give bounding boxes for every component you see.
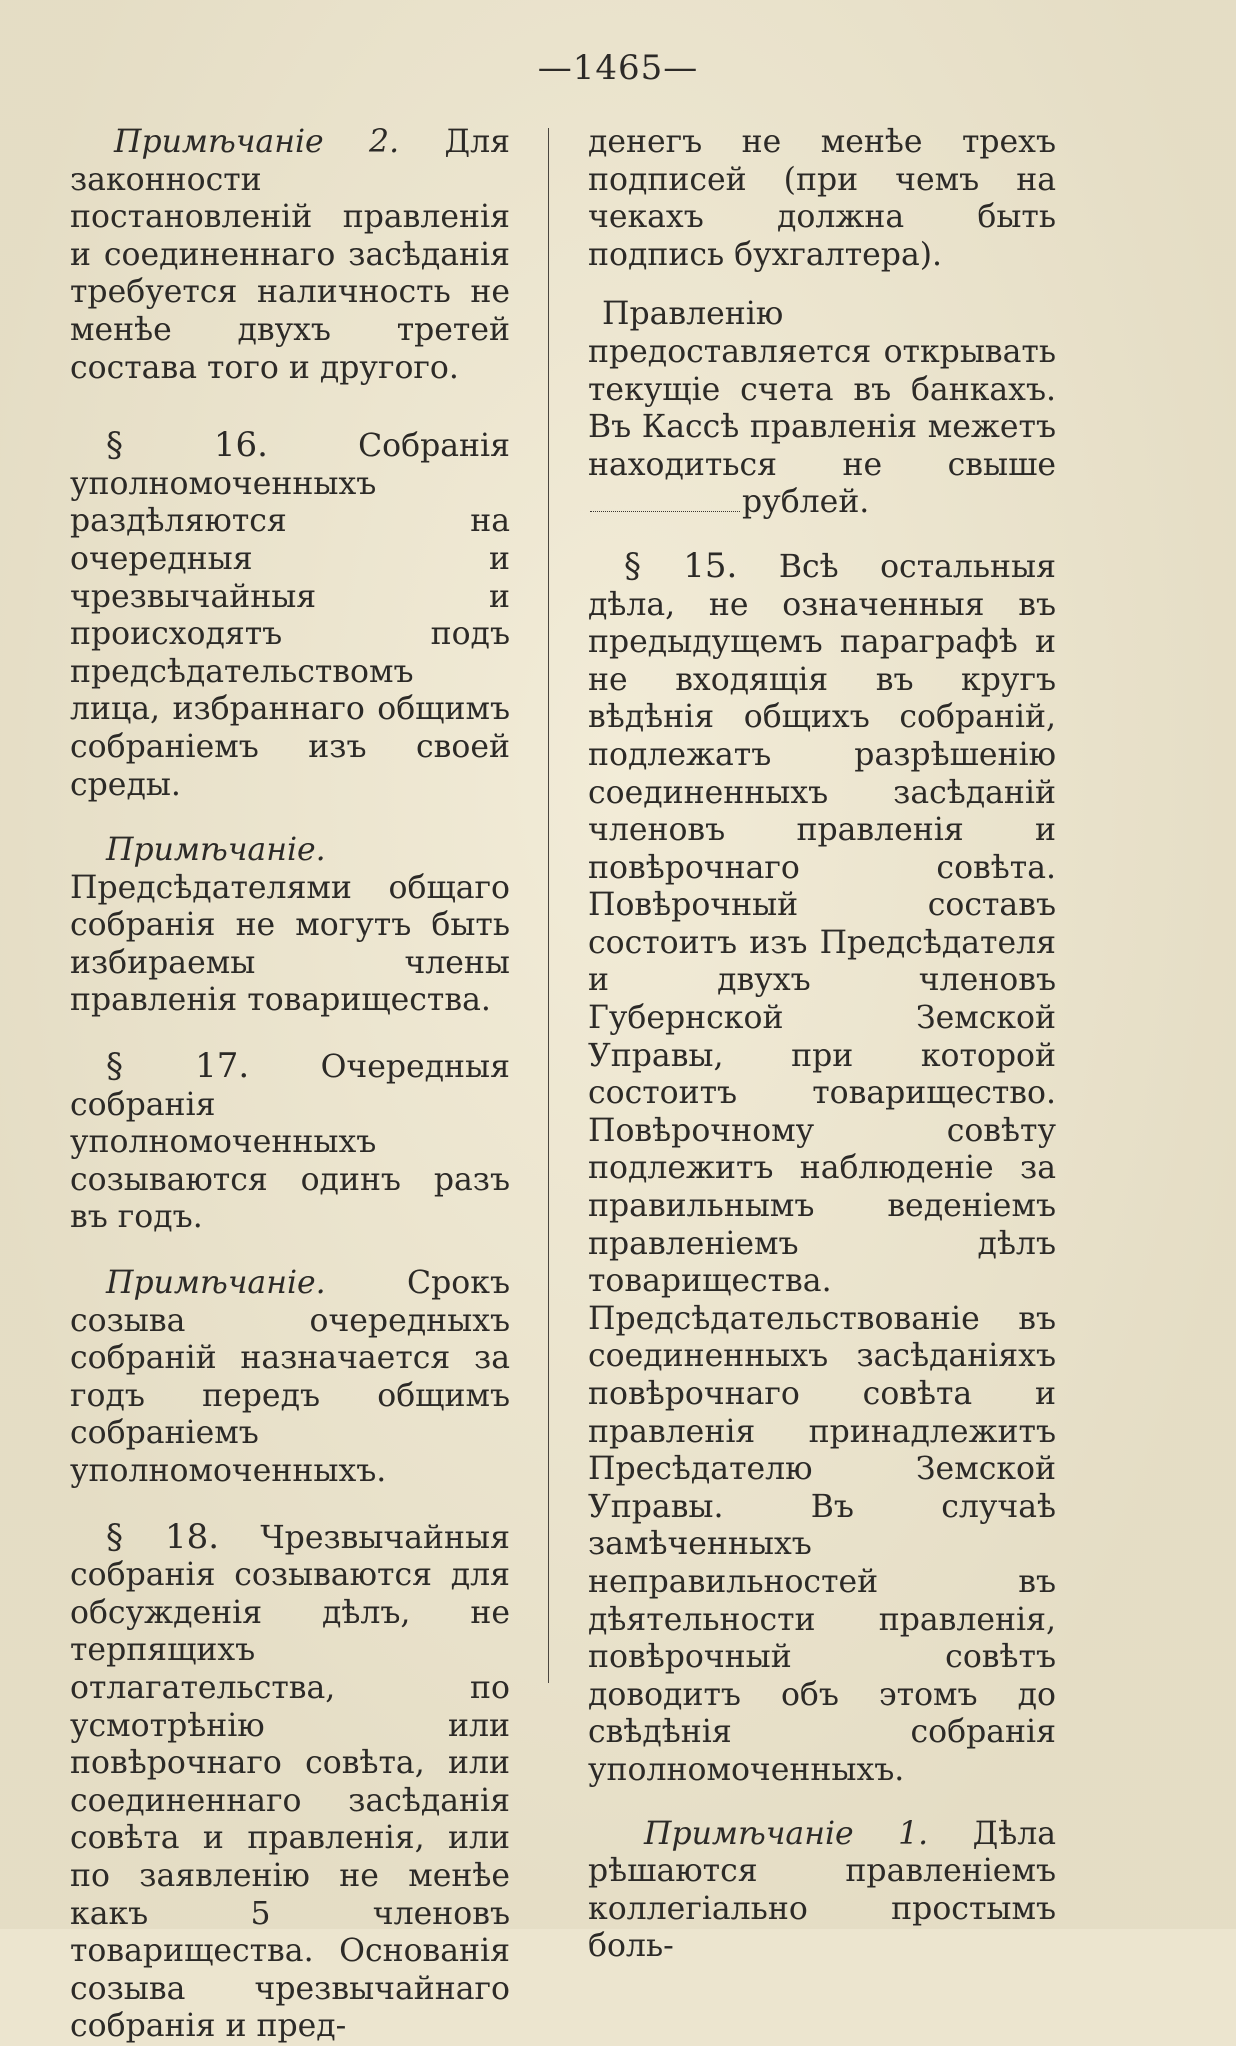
- note-1-text: Дѣла рѣшаются правленіемъ коллегіально простымъ боль-: [588, 1815, 1056, 1965]
- section-17-text: Очередныя собранія уполномоченныхъ созываются одинъ разъ въ годъ.: [70, 1049, 510, 1236]
- note-s17-text: Срокъ созыва очередныхъ собраній назначается за годъ передъ общимъ собраніемъ уполномоченныхъ.: [70, 1265, 510, 1489]
- note-1-paragraph: [588, 1816, 1056, 1966]
- note-s16-label: Примѣчаніе.: [106, 832, 326, 869]
- note-1-label: Примѣчаніе 1.: [644, 1815, 929, 1852]
- continuation-paragraph: [588, 124, 1056, 274]
- section-15-paragraph: [588, 545, 1056, 1790]
- section-15-text: Всѣ остальныя дѣла, не означенныя въ предыдущемъ параграфѣ и не входящія въ кругъ вѣдѣнія общихъ собраній, подлежатъ разрѣшенію соединенныхъ засѣданій членовъ правленія и повѣрочнаго совѣта. Повѣрочный составъ состоитъ изъ Предсѣдателя и двухъ членовъ Губернской Земской Управы, при которой состоитъ товарищество. Повѣрочному совѣту подлежитъ наблюденіе за правильнымъ веденіемъ правленіемъ дѣлъ товарищества. Предсѣдательствованіе въ соединенныхъ засѣданіяхъ повѣрочнаго совѣта и правленія принадлежитъ Пресѣдателю Земской Управы. Въ случаѣ замѣченныхъ неправильностей въ дѣятельности правленія, повѣрочный совѣтъ доводитъ объ этомъ до свѣдѣнія собранія уполномоченныхъ.: [588, 548, 1056, 1788]
- section-16-paragraph: [70, 427, 510, 804]
- section-17-mark: § 17.: [106, 1046, 250, 1087]
- section-18-text: Чрезвычайныя собранія созываются для обсужденія дѣлъ, не терпящихъ отлагательства, по усмотрѣнію или повѣрочнаго совѣта, или соединеннаго засѣданія совѣта и правленія, или по заявленію не менѣе какъ 5 членовъ товарищества. Основанія созыва чрезвычайнаго собранія и пред-: [70, 1519, 510, 2045]
- accounts-text-before: Правленію предоставляется открывать текущіе счета въ банкахъ. Въ Кассѣ правленія межетъ находиться не свыше: [588, 296, 1056, 483]
- right-column: [588, 124, 1056, 1966]
- section-18-mark: § 18.: [106, 1516, 220, 1557]
- section-15-mark: § 15.: [624, 545, 738, 586]
- note-2-text: Для законности постановленій правленія и соединеннаго засѣданія требуется наличность не менѣе двухъ третей состава того и другого.: [70, 124, 510, 386]
- section-16-mark: § 16.: [106, 425, 268, 466]
- amount-blank-line: [590, 510, 740, 512]
- note-s16-paragraph: [70, 832, 510, 1020]
- note-s17-paragraph: [70, 1265, 510, 1491]
- accounts-text-after: рублей.: [742, 484, 870, 521]
- note-s17-label: Примѣчаніе.: [106, 1265, 326, 1302]
- left-column: [70, 124, 510, 2046]
- column-divider: [548, 128, 549, 1683]
- section-16-text: Собранія уполномоченныхъ раздѣляются на очередныя и чрезвычайныя и происходятъ подъ предсѣдательствомъ лица, избраннаго общимъ собраніемъ изъ своей среды.: [70, 428, 510, 803]
- section-18-paragraph: [70, 1516, 510, 2046]
- continuation-text: денегъ не менѣе трехъ подписей (при чемъ на чекахъ должна быть подпись бухгалтера).: [588, 124, 1056, 273]
- accounts-paragraph: [588, 296, 1056, 522]
- page-number: —1465—: [537, 48, 699, 88]
- section-17-paragraph: [70, 1048, 510, 1237]
- note-2-paragraph: [70, 124, 510, 387]
- note-2-label: Примѣчаніе 2.: [114, 124, 400, 160]
- note-s16-text: Предсѣдателями общаго собранія не могутъ быть избираемы члены правленія товарищества.: [70, 869, 510, 1019]
